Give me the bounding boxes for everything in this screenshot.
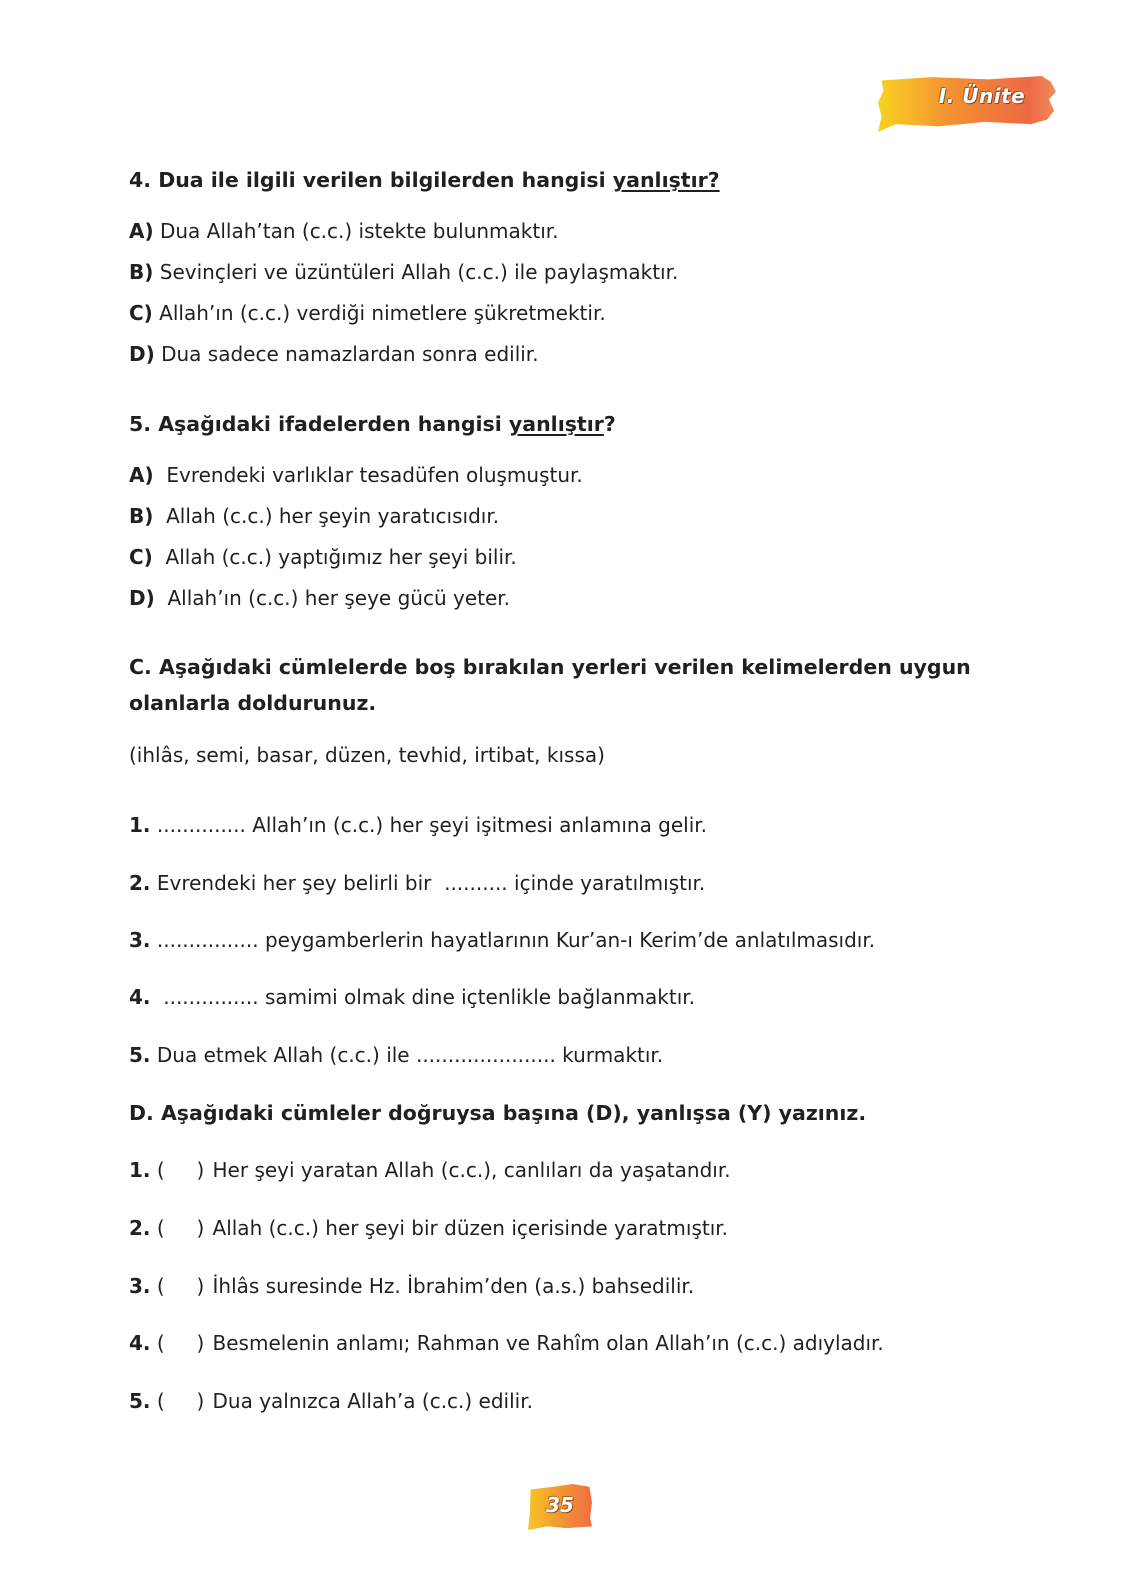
option-text: Sevinçleri ve üzüntüleri Allah (c.c.) ile paylaşmaktır. (153, 260, 679, 284)
option-letter: B) (129, 504, 154, 528)
question-5-option-b[interactable] (129, 502, 499, 530)
answer-blank[interactable]: ( ) (150, 1389, 205, 1413)
option-letter: B) (129, 260, 154, 284)
section-d-title: D. Aşağıdaki cümleler doğruysa başına (D), yanlışsa (Y) yazınız. (129, 1101, 867, 1125)
option-letter: D) (129, 342, 155, 366)
question-5-option-a[interactable] (129, 461, 583, 489)
item-text: Dua yalnızca Allah’a (c.c.) edilir. (212, 1389, 533, 1413)
item-text: Her şeyi yaratan Allah (c.c.), canlıları da yaşatandır. (212, 1158, 731, 1182)
question-4-option-c[interactable] (129, 299, 606, 327)
item-text: Allah (c.c.) her şeyi bir düzen içerisinde yaratmıştır. (212, 1216, 729, 1240)
question-5-suffix: ? (603, 412, 616, 436)
true-false-item-1[interactable] (129, 1156, 731, 1184)
true-false-item-3[interactable] (129, 1272, 694, 1300)
question-4-prefix: 4. Dua ile ilgili verilen bilgilerden hangisi (129, 168, 613, 192)
item-number: 3. (129, 1274, 151, 1298)
unit-label: I. Ünite (938, 84, 1026, 108)
page-number: 35 (546, 1493, 574, 1517)
answer-blank[interactable]: ( ) (150, 1274, 205, 1298)
fill-blank-item-4[interactable] (129, 983, 695, 1011)
page-number-badge (528, 1484, 592, 1530)
option-text: Evrendeki varlıklar tesadüfen oluşmuştur. (153, 463, 583, 487)
section-c-title-line2: olanlarla doldurunuz. (129, 691, 377, 715)
question-5-option-d[interactable] (129, 584, 510, 612)
section-c-title-line1: C. Aşağıdaki cümlelerde boş bırakılan yerleri verilen kelimelerden uygun (129, 655, 971, 679)
item-number: 2. (129, 871, 151, 895)
item-number: 2. (129, 1216, 151, 1240)
option-text: Allah’ın (c.c.) her şeye gücü yeter. (154, 586, 511, 610)
option-letter: C) (129, 545, 153, 569)
fill-blank-item-1[interactable] (129, 811, 707, 839)
item-number: 4. (129, 1331, 151, 1355)
item-number: 4. (129, 985, 151, 1009)
true-false-item-5[interactable] (129, 1387, 533, 1415)
item-number: 5. (129, 1043, 151, 1067)
option-text: Allah (c.c.) yaptığımız her şeyi bilir. (152, 545, 517, 569)
option-text: Dua sadece namazlardan sonra edilir. (154, 342, 539, 366)
question-5-underlined: yanlıştır (508, 412, 604, 436)
option-text: Allah’ın (c.c.) verdiği nimetlere şükretmektir. (152, 301, 606, 325)
item-text: İhlâs suresinde Hz. İbrahim’den (a.s.) bahsedilir. (212, 1274, 695, 1298)
question-4-underlined: yanlıştır? (612, 168, 720, 192)
question-4-option-d[interactable] (129, 340, 539, 368)
true-false-item-4[interactable] (129, 1329, 884, 1357)
item-number: 3. (129, 928, 151, 952)
item-number: 5. (129, 1389, 151, 1413)
item-text: .............. Allah’ın (c.c.) her şeyi işitmesi anlamına gelir. (150, 813, 708, 837)
fill-blank-item-5[interactable] (129, 1041, 663, 1069)
true-false-item-2[interactable] (129, 1214, 728, 1242)
option-letter: A) (129, 463, 154, 487)
option-text: Allah (c.c.) her şeyin yaratıcısıdır. (153, 504, 500, 528)
question-5-prefix: 5. Aşağıdaki ifadelerden hangisi (129, 412, 509, 436)
item-text: ............... samimi olmak dine içtenlikle bağlanmaktır. (150, 985, 696, 1009)
item-text: Besmelenin anlamı; Rahman ve Rahîm olan Allah’ın (c.c.) adıyladır. (212, 1331, 884, 1355)
item-number: 1. (129, 813, 151, 837)
fill-blank-item-3[interactable] (129, 926, 875, 954)
question-5-option-c[interactable] (129, 543, 517, 571)
answer-blank[interactable]: ( ) (150, 1158, 205, 1182)
fill-blank-item-2[interactable] (129, 869, 705, 897)
item-text: Dua etmek Allah (c.c.) ile ...................... kurmaktır. (150, 1043, 664, 1067)
question-5-title (129, 410, 616, 438)
option-letter: C) (129, 301, 153, 325)
section-c-word-bank: (ihlâs, semi, basar, düzen, tevhid, irtibat, kıssa) (129, 743, 605, 767)
answer-blank[interactable]: ( ) (150, 1331, 205, 1355)
question-4-option-b[interactable] (129, 258, 678, 286)
question-4-title (129, 166, 720, 194)
option-text: Dua Allah’tan (c.c.) istekte bulunmaktır. (153, 219, 559, 243)
option-letter: A) (129, 219, 154, 243)
answer-blank[interactable]: ( ) (150, 1216, 205, 1240)
item-text: Evrendeki her şey belirli bir .......... içinde yaratılmıştır. (150, 871, 706, 895)
item-text: ................ peygamberlerin hayatlarının Kur’an-ı Kerim’de anlatılmasıdır. (150, 928, 876, 952)
unit-badge (878, 76, 1056, 132)
item-number: 1. (129, 1158, 151, 1182)
question-4-option-a[interactable] (129, 217, 559, 245)
option-letter: D) (129, 586, 155, 610)
